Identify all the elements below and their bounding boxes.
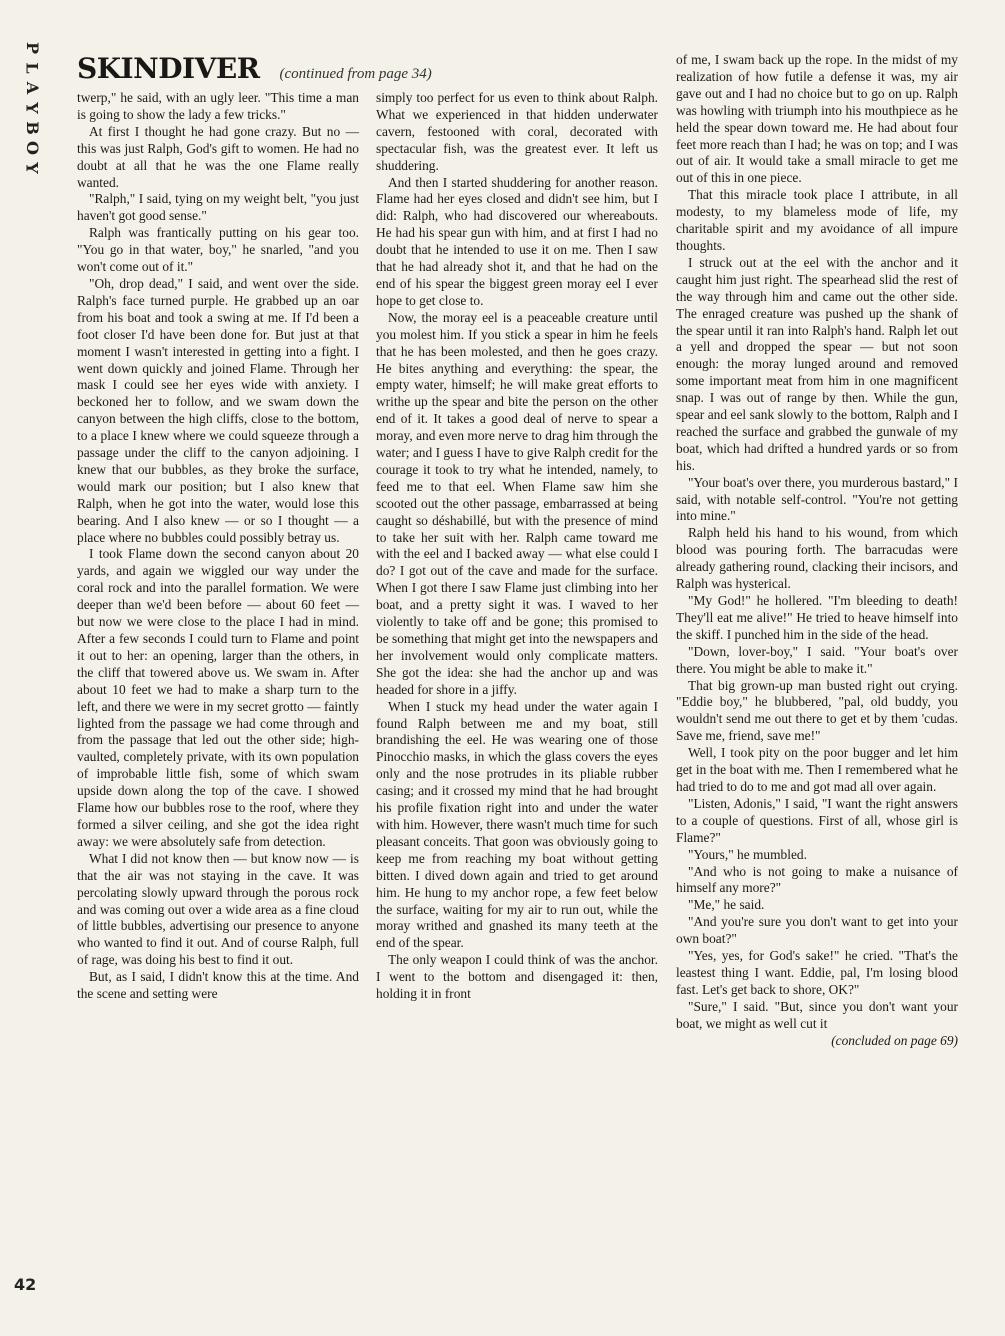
- paragraph: "Your boat's over there, you murderous bastard," I said, with notable self-control. "You're not getting into mine.": [676, 474, 958, 524]
- magazine-letter: O: [23, 141, 42, 155]
- paragraph: "Listen, Adonis," I said, "I want the right answers to a couple of questions. First of all, whose girl is Flame?": [676, 795, 958, 845]
- magazine-letter: Y: [22, 162, 42, 174]
- paragraph: "And you're sure you don't want to get into your own boat?": [676, 914, 958, 947]
- text-column-3: [676, 52, 958, 1049]
- paragraph: twerp," he said, with an ugly leer. "This time a man is going to show the lady a few tricks.": [77, 90, 359, 122]
- paragraph: I struck out at the eel with the anchor and it caught him just right. The spearhead slid the rest of the way through him and came out the other side. The enraged creature was pushed up the shank of the spear until it ran into Ralph's hand. Ralph let out a yell and dropped the spear — but not soon enough: the moray lunged around and removed some important meat from him in one magnificent snap. I was out of range by then. While the gun, spear and eel sank slowly to the bottom, Ralph and I reached the surface and grabbed the gunwale of my boat, which had drifted a hundred yards or so from his.: [676, 254, 958, 473]
- paragraph: "Down, lover-boy," I said. "Your boat's over there. You might be able to make it.": [676, 643, 958, 676]
- paragraph: "My God!" he hollered. "I'm bleeding to death! They'll eat me alive!" He tried to heave himself into the skiff. I punched him in the side of the head.: [676, 593, 958, 642]
- text-column-2: [376, 90, 658, 1003]
- paragraph: Ralph held his hand to his wound, from which blood was pouring forth. The barracudas were already gathering round, clacking their incisors, and Ralph was hysterical.: [676, 525, 958, 592]
- magazine-letter: B: [23, 121, 42, 135]
- paragraph: That this miracle took place I attribute, in all modesty, to my blameless mode of life, my charitable spirit and my avoidance of all impure thoughts.: [676, 187, 958, 253]
- paragraph: of me, I swam back up the rope. In the midst of my realization of how futile a defense it was, my air gave out and I had no choice but to go on up. Ralph was howling with triumph into his mouthpiece as he held the spear down toward me. He had about four feet more reach than I had; he was on top; and I was out of air. It would take a small miracle to get me out of this in one piece.: [676, 52, 958, 186]
- paragraph: What I did not know then — but know now — is that the air was not staying in the cave. It was percolating slowly upward through the porous rock and was coming out over a wide area as a fine cloud of little bubbles, advertising our presence to anyone who wanted to find it out. And of course Ralph, full of rage, was doing his best to find it out.: [77, 850, 359, 968]
- paragraph: That big grown-up man busted right out crying. "Eddie boy," he blubbered, "pal, old buddy, you wouldn't send me out there to get et by them 'cudas. Save me, friend, save me!": [676, 677, 958, 744]
- text-column-1: [77, 90, 359, 1003]
- paragraph: When I stuck my head under the water again I found Ralph between me and my boat, still brandishing the eel. He was wearing one of those Pinocchio masks, in which the glass covers the eyes only and the nose protrudes in its pliable rubber casing; and it crossed my mind that he had brought his profile fixation right into and under the water with him. However, there wasn't much time for such pleasant conceits. That goon was obviously going to keep me from reaching my boat without getting bitten. I dived down again and tried to get around him. He hung to my anchor rope, a few feet below the surface, waiting for my air to run out, while the moray writhed and gnashed its many teeth at the end of the spear.: [376, 698, 658, 951]
- paragraph: "Yes, yes, for God's sake!" he cried. "That's the leastest thing I want. Eddie, pal, I'm losing blood fast. Let's get back to shore, OK?": [676, 948, 958, 997]
- magazine-letter: Y: [22, 102, 42, 114]
- magazine-letter: P: [23, 41, 42, 55]
- paragraph: Now, the moray eel is a peaceable creature until you molest him. If you stick a spear in him he feels that he has been molested, and then he goes crazy. He bites anything and everything: the spear, the empty water, himself; he will make great efforts to writhe up the spear and bite the person on the other end of it. It takes a good deal of nerve to spear a moray, and even more nerve to drag him through the water; and I guess I have to give Ralph credit for the courage it took to try what he intended, namely, to feed me to that eel. When Flame saw him she scooted out the other passage, embarrassed at being caught so déshabillé, but with the presence of mind to take her suit with her. Ralph came toward me with the eel and I backed away — what else could I do? I got out of the cave and made for the surface. When I got there I saw Flame just climbing into her boat, and a pretty sight it was. I waved to her violently to take off and be gone; this promised to be something that might get into the newspapers and her involvement would only complicate matters. She got the idea: she had the anchor up and was headed for shore in a jiffy.: [376, 309, 658, 697]
- page-number: 42: [14, 1275, 37, 1294]
- paragraph: "Sure," I said. "But, since you don't want your boat, we might as well cut it: [676, 998, 958, 1031]
- paragraph: Ralph was frantically putting on his gear too. "You go in that water, boy," he snarled, "and you won't come out of it.": [77, 225, 359, 275]
- paragraph: Well, I took pity on the poor bugger and let him get in the boat with me. Then I remembered what he had tried to do to me and got mad all over again.: [676, 745, 958, 794]
- paragraph: At first I thought he had gone crazy. But no — this was just Ralph, God's gift to women. He had no doubt at all that he was the one Flame really wanted.: [77, 123, 359, 190]
- paragraph: "Oh, drop dead," I said, and went over the side. Ralph's face turned purple. He grabbed up an oar from his boat and took a swing at me. If I'd been a foot closer I'd have been done for. But just at that moment I wasn't interested in getting into a fight. I went down quickly and joined Flame. Through her mask I could see her eyes wide with anxiety. I beckoned her to follow, and we swam down the canyon between the high cliffs, close to the bottom, to a place I knew where we could squeeze through a passage under the cliff to the canyon adjoining. I knew that our bubbles, as they broke the surface, would mark our position; but I also knew that Ralph, when he got into the water, would lose this bearing. And I also knew — or so I thought — a place where no bubbles could possibly betray us.: [77, 275, 359, 545]
- article-title: SKINDIVER: [77, 52, 260, 85]
- paragraph: simply too perfect for us even to think about Ralph. What we experienced in that hidden underwater cavern, festooned with coral, decorated with spectacular fish, was the greatest ever. It left us shuddering.: [376, 90, 658, 173]
- magazine-letter: L: [23, 62, 42, 74]
- paragraph: "Me," he said.: [688, 897, 765, 913]
- article-header: [77, 52, 432, 85]
- magazine-name-vertical: [21, 38, 43, 178]
- paragraph: The only weapon I could think of was the anchor. I went to the bottom and disengaged it: then, holding it in front: [376, 952, 658, 1002]
- paragraph: And then I started shuddering for another reason. Flame had her eyes closed and didn't see him, but I did: Ralph, who had discovered our whereabouts. He had his spear gun with him, and at first I had no doubt that he intended to use it on me. Then I saw that he had already shot it, and that he had on the end of his spear the biggest green moray eel I ever hope to get close to.: [376, 174, 658, 308]
- paragraph: But, as I said, I didn't know this at the time. And the scene and setting were: [77, 969, 359, 1002]
- paragraph: "Ralph," I said, tying on my weight belt, "you just haven't got good sense.": [77, 191, 359, 224]
- concluded-note: (concluded on page 69): [831, 1032, 958, 1048]
- paragraph: I took Flame down the second canyon about 20 yards, and again we wiggled our way under the coral rock and into the parallel formation. We were deeper than we'd been before — about 60 feet — but now we were close to the place I had in mind. After a few seconds I could turn to Flame and point it out to her: an opening, larger than the others, in the cliff that towered above us. We swam in. After about 10 feet we had to make a sharp turn to the left, and there we were in my secret grotto — faintly lighted from the passage we had come through and from the passage that led out the other side; high-vaulted, completely private, with its own population of improbable little fish, some of which swam upside down along the top of the cave. I showed Flame how our bubbles rose to the roof, where they formed a silver ceiling, and she got the idea right away: we were absolutely safe from detection.: [77, 546, 359, 849]
- paragraph: "And who is not going to make a nuisance of himself any more?": [676, 863, 958, 896]
- magazine-letter: A: [22, 81, 42, 95]
- paragraph: "Yours," he mumbled.: [688, 846, 807, 862]
- continued-note: (continued from page 34): [279, 66, 432, 82]
